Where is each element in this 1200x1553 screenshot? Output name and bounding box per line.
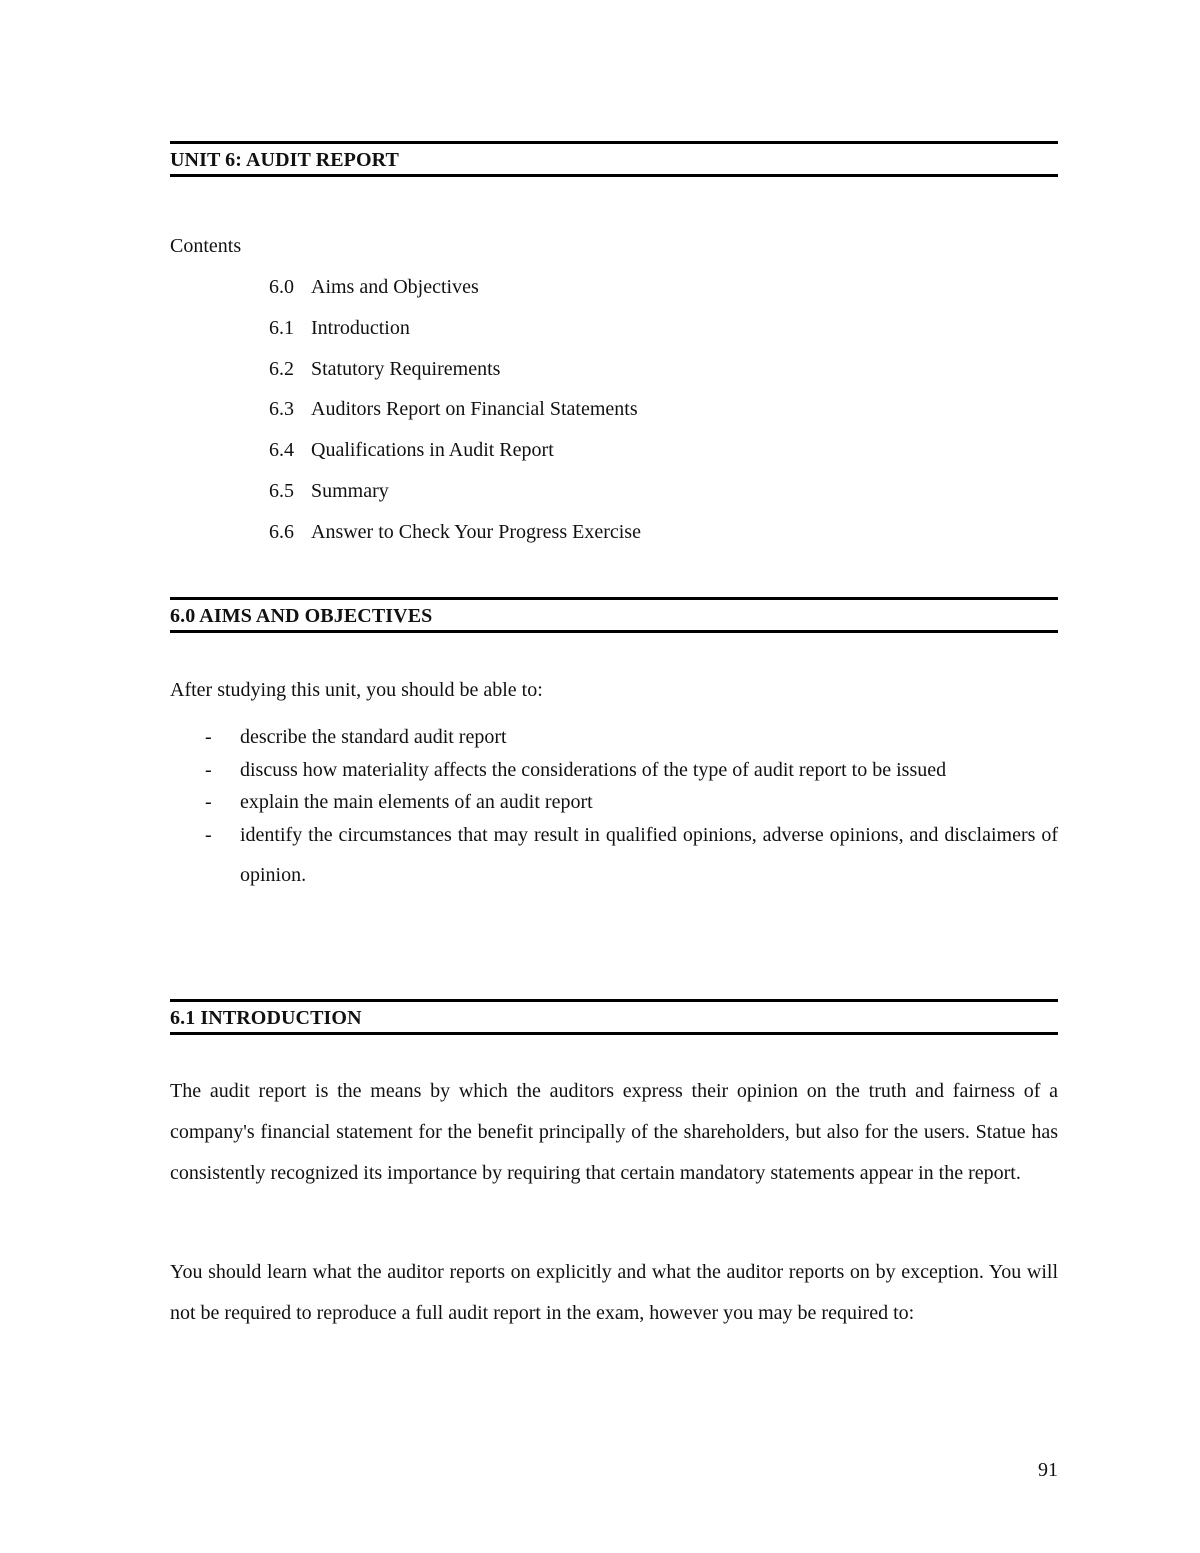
bullet-dash: -: [205, 791, 212, 813]
toc-item: [269, 438, 641, 479]
objective-text: describe the standard audit report: [240, 726, 507, 748]
toc-item-number: 6.2: [269, 357, 294, 380]
introduction-paragraph: The audit report is the means by which the auditors express their opinion on the truth and fairness of a company's financial statement for the benefit principally of the shareholders, but also for the users. Statue has consistently recognized its importance by requiring that certain mandatory statements appear in the report.: [170, 1080, 1058, 1184]
toc-item-title: Auditors Report on Financial Statements: [311, 398, 638, 421]
toc-item: [269, 316, 641, 357]
toc-item-number: 6.0: [269, 276, 294, 298]
objective-text: explain the main elements of an audit report: [240, 791, 593, 813]
toc-item-number: 6.6: [269, 520, 294, 543]
unit-heading: [170, 141, 1058, 177]
document-page: [170, 0, 1058, 1553]
toc-item-title: Statutory Requirements: [311, 357, 501, 380]
toc-item-number: 6.1: [269, 316, 294, 339]
unit-heading-text: UNIT 6: AUDIT REPORT: [170, 149, 399, 171]
toc-item: [269, 397, 641, 438]
contents-label: Contents: [170, 235, 242, 257]
toc-item-title: Qualifications in Audit Report: [311, 439, 554, 462]
objective-text: identify the circumstances that may result in qualified opinions, adverse opinions, and disclaimers of opinion.: [240, 823, 1058, 886]
page-number: 91: [1038, 1459, 1058, 1481]
objectives-list: [170, 717, 1058, 896]
toc-item-number: 6.3: [269, 398, 294, 421]
aims-intro: After studying this unit, you should be able to:: [170, 679, 543, 701]
toc-item: [269, 520, 641, 561]
toc-item-title: Aims and Objectives: [311, 276, 479, 298]
toc-item: [269, 275, 641, 316]
toc-item: [269, 479, 641, 520]
toc-item-title: Answer to Check Your Progress Exercise: [311, 520, 641, 543]
introduction-heading: [170, 999, 1058, 1035]
toc-item-number: 6.4: [269, 439, 294, 462]
bullet-dash: -: [205, 823, 212, 846]
toc-item: [269, 357, 641, 398]
bullet-dash: -: [205, 758, 212, 781]
objective-text: discuss how materiality affects the considerations of the type of audit report to be issued: [240, 758, 947, 781]
bullet-dash: -: [205, 726, 212, 748]
toc-item-title: Introduction: [311, 316, 410, 339]
objective-item: [170, 815, 1058, 896]
aims-heading: [170, 597, 1058, 633]
toc-item-title: Summary: [311, 479, 389, 502]
introduction-heading-text: 6.1 INTRODUCTION: [170, 1007, 362, 1029]
aims-heading-text: 6.0 AIMS AND OBJECTIVES: [170, 605, 433, 627]
introduction-paragraph: You should learn what the auditor reports on explicitly and what the auditor reports on by exception. You will not be required to reproduce a full audit report in the exam, however you may be required to:: [170, 1261, 1058, 1324]
toc-item-number: 6.5: [269, 479, 294, 502]
table-of-contents: [269, 275, 641, 561]
